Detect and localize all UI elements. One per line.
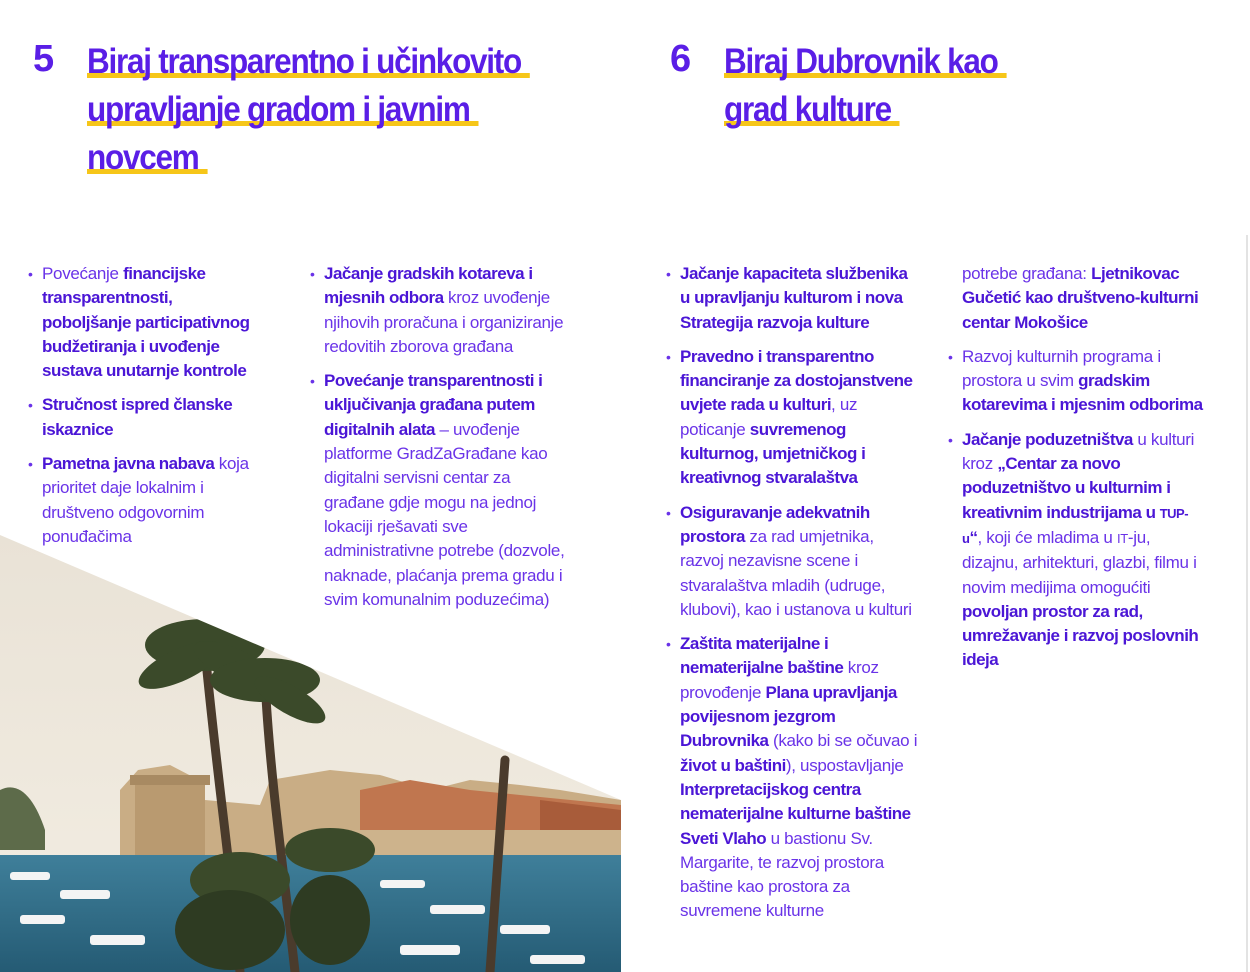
- list-item: • Zaštita materijalne i nematerijalne baštine kroz provođenje Plana upravljanja povijesnom jezgrom Dubrovnika (kako bi se očuvao i život u baštini), uspostavljanje Interpretacijskog centra nematerijalne kulturne baštine Sveti Vlaho u bastionu Sv. Margarite, te razvoj prostora baštine kao prostora za suvremene kulturne: [666, 634, 918, 921]
- section-6-column-1: [666, 262, 921, 934]
- list-item: • Jačanje gradskih kotareva i mjesnih odbora kroz uvođenje njihovih proračuna i organiziranje redovitih zborova građana: [310, 264, 564, 356]
- list-item: • Pravedno i transparentno financiranje za dostojanstvene uvjete rada u kulturi, uz poticanje suvremenog kulturnog, umjetničkog i kreativnog stvaralaštva: [666, 346, 913, 488]
- list-item: • Osiguravanje adekvatnih prostora za rad umjetnika, razvoj nezavisne scene i stvaralaštva mladih (udruge, klubovi), kao i ustanova u kulturi: [666, 502, 912, 619]
- list-item: • Razvoj kulturnih programa i prostora u svim gradskim kotarevima i mjesnim odborima: [948, 346, 1203, 415]
- list-item: • Povećanje transparentnosti i uključivanja građana putem digitalnih alata – uvođenje platforme GradZaGrađane kao digitalni servisni centar za građane gdje mogu na jednoj lokaciji rješavati sve administrativne potrebe (dozvole, naknade, plaćanja prema gradu i svim komunalnim poduzećima): [310, 371, 565, 609]
- list-item-continuation: potrebe građana: Ljetnikovac Gučetić kao društveno-kulturni centar Mokošice: [962, 264, 1199, 332]
- section-6-title-line-2: grad kulture: [724, 90, 900, 129]
- section-5-number: 5: [33, 38, 54, 80]
- section-5-column-2: [310, 262, 570, 622]
- section-5-title-line-3: novcem: [87, 138, 208, 177]
- list-item: • Jačanje kapaciteta službenika u upravljanju kulturom i nova Strategija razvoja kulture: [666, 264, 908, 332]
- section-5-title-line-2: upravljanje gradom i javnim: [87, 90, 479, 129]
- list-item: • Stručnost ispred članske iskaznice: [28, 395, 233, 439]
- list-item: • Pametna javna nabava koja prioritet daje lokalnim i društveno odgovornim ponuđačima: [28, 454, 249, 546]
- section-6-title-line-1: Biraj Dubrovnik kao: [724, 42, 1007, 81]
- list-item: • Jačanje poduzetništva u kulturi kroz „Centar za novo poduzetništvo u kulturnim i kreativnim industrijama u TUP-u“, koji će mladima u IT-ju, dizajnu, arhitekturi, glazbi, filmu i novim medijima omogućiti povoljan prostor za rad, umrežavanje i razvoj poslovnih ideja: [948, 429, 1199, 670]
- list-item: • Povećanje financijske transparentnosti, poboljšanje participativnog budžetiranja i uvođenje sustava unutarnje kontrole: [28, 264, 250, 381]
- section-5-title-line-1: Biraj transparentno i učinkovito: [87, 42, 530, 81]
- section-6-column-2: [948, 262, 1206, 683]
- section-5-column-1: [28, 262, 263, 559]
- page-edge: [1246, 235, 1248, 972]
- section-6-number: 6: [670, 38, 691, 80]
